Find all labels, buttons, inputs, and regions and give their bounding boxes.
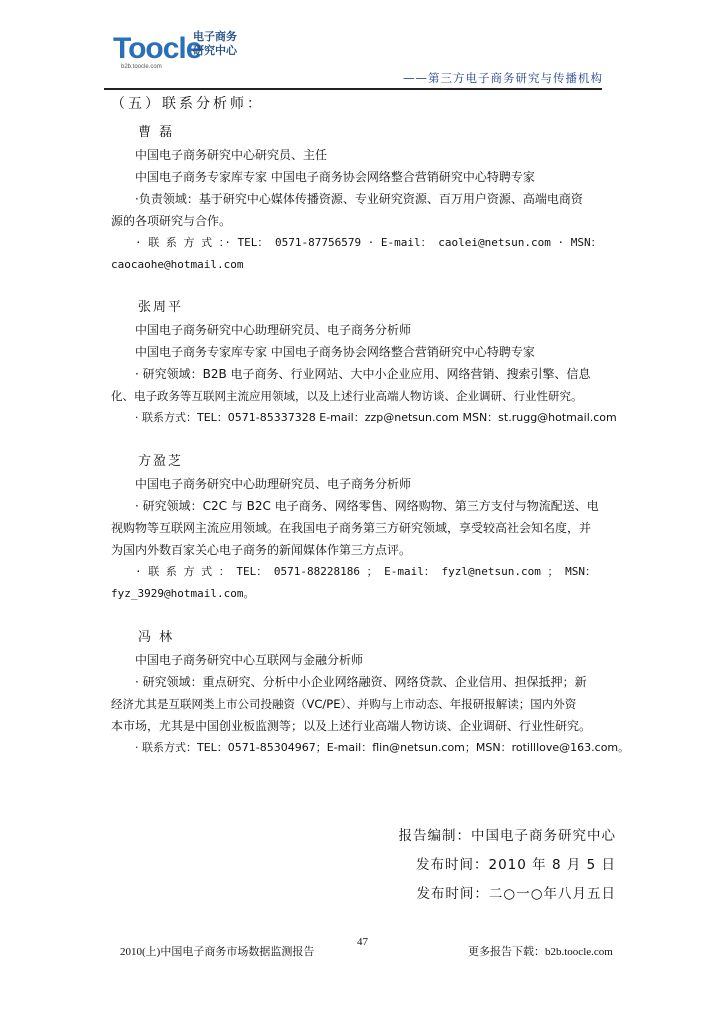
page-number: 47: [357, 936, 368, 948]
analyst-title: 中国电子商务研究中心助理研究员、电子商务分析师: [135, 477, 412, 491]
analyst-field-cont: 化、电子政务等互联网主流应用领域，以及上述行业高端人物访谈、企业调研、行业性研究。: [111, 389, 583, 403]
analyst-name: 张周平: [138, 300, 184, 315]
analyst-field: · 研究领域：C2C 与 B2C 电子商务、网络零售、网络购物、第三方支付与物流配送、电: [135, 499, 599, 513]
publish-date: 发布时间：2010 年 8 月 5 日: [416, 857, 616, 873]
analyst-contact-cont: caocaohe@hotmail.com: [111, 258, 244, 271]
analyst-field-cont: 视购物等互联网主流应用领域。在我国电子商务第三方研究领域，享受较高社会知名度，并: [111, 521, 592, 535]
analyst-title: 中国电子商务研究中心互联网与金融分析师: [135, 653, 364, 667]
analyst-field: · 研究领域：重点研究、分析中小企业网络融资、网络贷款、企业信用、担保抵押；新: [135, 675, 587, 689]
logo-wordmark: Toocle: [113, 32, 202, 65]
logo-cn-line-2: 研究中心: [193, 44, 237, 57]
analyst-contact-cont: fyz_3929@hotmail.com。: [111, 587, 255, 600]
section-title: （五）联系分析师：: [111, 96, 264, 112]
analyst-contact: · 联 系 方 式 ：· TEL： 0571-87756579 · E-mail： caolei@netsun.com · MSN：: [135, 236, 602, 249]
analyst-title: 中国电子商务研究中心研究员、主任: [135, 148, 328, 162]
logo: [113, 28, 237, 78]
footer-download-link[interactable]: 更多报告下载：b2b.toocle.com: [468, 946, 613, 958]
header-rule: [104, 88, 602, 90]
analyst-name: 冯 林: [138, 630, 175, 645]
analyst-expert: 中国电子商务专家库专家 中国电子商务协会网络整合营销研究中心特聘专家: [135, 345, 535, 359]
report-author: 报告编制：中国电子商务研究中心: [398, 828, 616, 844]
analyst-field-cont: 源的各项研究与合作。: [111, 214, 232, 228]
footer-report-title: 2010(上)中国电子商务市场数据监测报告: [120, 946, 315, 958]
analyst-field-cont: 为国内外数百家关心电子商务的新闻媒体作第三方点评。: [111, 543, 412, 557]
analyst-name: 方盈芝: [138, 454, 184, 469]
header-tagline: ——第三方电子商务研究与传播机构: [403, 71, 603, 85]
analyst-contact: · 联系方式：TEL：0571-85337328 E-mail：zzp@netsun.com MSN：st.rugg@hotmail.com: [135, 411, 617, 424]
analyst-contact: · 联 系 方 式 ： TEL： 0571-88228186 ； E-mail： fyzl@netsun.com ； MSN：: [135, 565, 596, 578]
analyst-field-cont: 本市场，尤其是中国创业板监测等；以及上述行业高端人物访谈、企业调研、行业性研究。: [111, 719, 592, 733]
analyst-contact: · 联系方式：TEL：0571-85304967；E-mail：flin@netsun.com；MSN：rotilllove@163.com。: [135, 741, 630, 754]
analyst-field: · 研究领域：B2B 电子商务、行业网站、大中小企业应用、网络营销、搜索引擎、信息: [135, 367, 591, 381]
analyst-field: ·负责领域：基于研究中心媒体传播资源、专业研究资源、百万用户资源、高端电商资: [135, 192, 583, 206]
logo-cn-label: [193, 30, 237, 58]
logo-url: b2b.toocle.com: [121, 64, 162, 70]
logo-cn-line-1: 电子商务: [193, 30, 237, 43]
analyst-field-cont: 经济尤其是互联网类上市公司投融资（VC/PE）、并购与上市动态、年报研报解读；国内外资: [111, 697, 577, 711]
publish-date-cn: 发布时间：二○一○年八月五日: [416, 886, 616, 902]
analyst-title: 中国电子商务研究中心助理研究员、电子商务分析师: [135, 323, 412, 337]
analyst-expert: 中国电子商务专家库专家 中国电子商务协会网络整合营销研究中心特聘专家: [135, 170, 535, 184]
analyst-name: 曹 磊: [138, 125, 175, 140]
